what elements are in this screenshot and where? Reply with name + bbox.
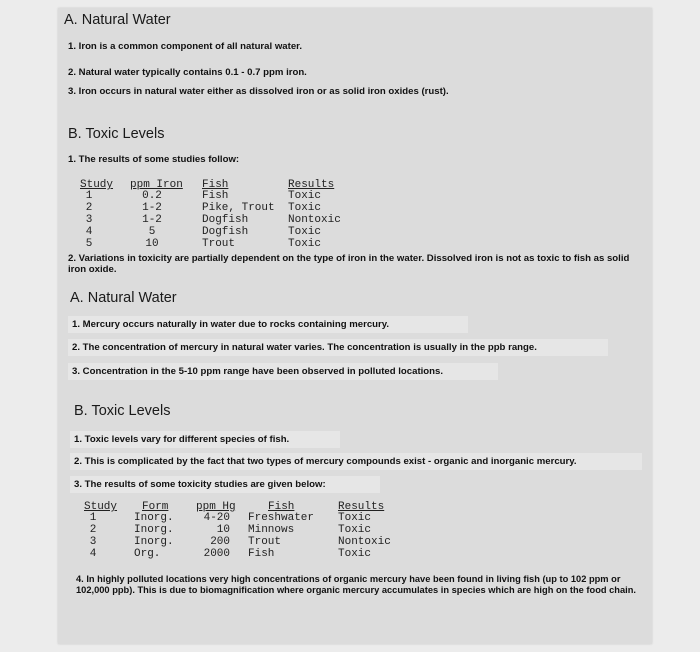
cell-ppm: 5 bbox=[148, 226, 156, 238]
cell-fish: Freshwater bbox=[248, 512, 315, 524]
cell-ppm: 1-2 bbox=[142, 214, 162, 226]
cell-form: Inorg. bbox=[134, 524, 174, 536]
list-item: 2. This is complicated by the fact that two types of mercury compounds exist - organic and inorganic mercury. bbox=[74, 456, 577, 467]
list-item: 1. The results of some studies follow: bbox=[68, 154, 240, 165]
cell-result: Toxic bbox=[288, 190, 322, 202]
cell-fish: Pike, Trout bbox=[202, 202, 275, 214]
cell-fish: Minnows bbox=[248, 524, 295, 536]
mercury-biomagnification-note: 4. In highly polluted locations very high concentrations of organic mercury have been found in living fish (up to 102 ppm or 102,000 ppb). This is due to biomagnification where organic mercury accumulates in species which are high on the food chain. bbox=[76, 574, 637, 595]
cell-fish: Trout bbox=[248, 536, 282, 548]
cell-study: 3 bbox=[89, 536, 97, 548]
iron-toxicity-note: 2. Variations in toxicity are partially dependent on the type of iron in the water. Dissolved iron is not as toxic to fish as solid iron oxide. bbox=[68, 253, 630, 275]
cell-study: 3 bbox=[85, 214, 93, 226]
table-header-fish: Fish bbox=[202, 179, 229, 191]
cell-result: Toxic bbox=[338, 524, 372, 536]
cell-result: Toxic bbox=[288, 238, 322, 250]
cell-study: 2 bbox=[89, 524, 97, 536]
table-header-results: Results bbox=[288, 179, 335, 191]
cell-study: 1 bbox=[85, 190, 93, 202]
document-page bbox=[58, 8, 652, 644]
section-heading-toxic-levels-iron: B. Toxic Levels bbox=[68, 126, 165, 142]
list-item: 3. Concentration in the 5-10 ppm range have been observed in polluted locations. bbox=[72, 366, 444, 377]
cell-fish: Dogfish bbox=[202, 226, 249, 238]
cell-fish: Fish bbox=[248, 548, 275, 560]
section-heading-natural-water-mercury: A. Natural Water bbox=[70, 290, 177, 306]
list-item: 1. Iron is a common component of all natural water. bbox=[68, 41, 303, 52]
table-header-ppm: ppm Iron bbox=[130, 179, 183, 191]
cell-result: Nontoxic bbox=[288, 214, 341, 226]
table-header-ppm-hg: ppm Hg bbox=[196, 501, 236, 513]
cell-study: 1 bbox=[89, 512, 97, 524]
cell-study: 2 bbox=[85, 202, 93, 214]
cell-ppm: 10 bbox=[145, 238, 159, 250]
cell-study: 4 bbox=[89, 548, 97, 560]
cell-result: Toxic bbox=[288, 226, 322, 238]
list-item: 3. Iron occurs in natural water either as dissolved iron or as solid iron oxides (rust). bbox=[68, 86, 449, 97]
cell-result: Nontoxic bbox=[338, 536, 391, 548]
cell-result: Toxic bbox=[338, 548, 372, 560]
list-item: 2. The concentration of mercury in natural water varies. The concentration is usually in the ppb range. bbox=[72, 342, 537, 353]
table-header-results: Results bbox=[338, 501, 385, 513]
cell-ppm-hg: 10 bbox=[216, 524, 230, 536]
cell-study: 5 bbox=[85, 238, 93, 250]
cell-study: 4 bbox=[85, 226, 93, 238]
cell-form: Org. bbox=[134, 548, 161, 560]
cell-fish: Trout bbox=[202, 238, 236, 250]
section-heading-toxic-levels-mercury: B. Toxic Levels bbox=[74, 403, 171, 419]
section-heading-natural-water-iron: A. Natural Water bbox=[64, 12, 171, 28]
cell-ppm: 0.2 bbox=[142, 190, 162, 202]
cell-result: Toxic bbox=[338, 512, 372, 524]
cell-ppm-hg: 4-20 bbox=[203, 512, 230, 524]
cell-ppm: 1-2 bbox=[142, 202, 162, 214]
list-item: 3. The results of some toxicity studies are given below: bbox=[74, 479, 326, 490]
cell-ppm-hg: 200 bbox=[210, 536, 230, 548]
cell-ppm-hg: 2000 bbox=[203, 548, 230, 560]
cell-fish: Fish bbox=[202, 190, 229, 202]
list-item: 1. Mercury occurs naturally in water due to rocks containing mercury. bbox=[72, 319, 390, 330]
table-header-study: Study bbox=[84, 501, 118, 513]
table-header-study: Study bbox=[80, 179, 114, 191]
cell-form: Inorg. bbox=[134, 512, 174, 524]
cell-form: Inorg. bbox=[134, 536, 174, 548]
table-header-fish: Fish bbox=[268, 501, 295, 513]
list-item: 2. Natural water typically contains 0.1 - 0.7 ppm iron. bbox=[68, 67, 307, 78]
cell-result: Toxic bbox=[288, 202, 322, 214]
table-header-form: Form bbox=[142, 501, 169, 513]
cell-fish: Dogfish bbox=[202, 214, 249, 226]
list-item: 1. Toxic levels vary for different species of fish. bbox=[74, 434, 290, 445]
